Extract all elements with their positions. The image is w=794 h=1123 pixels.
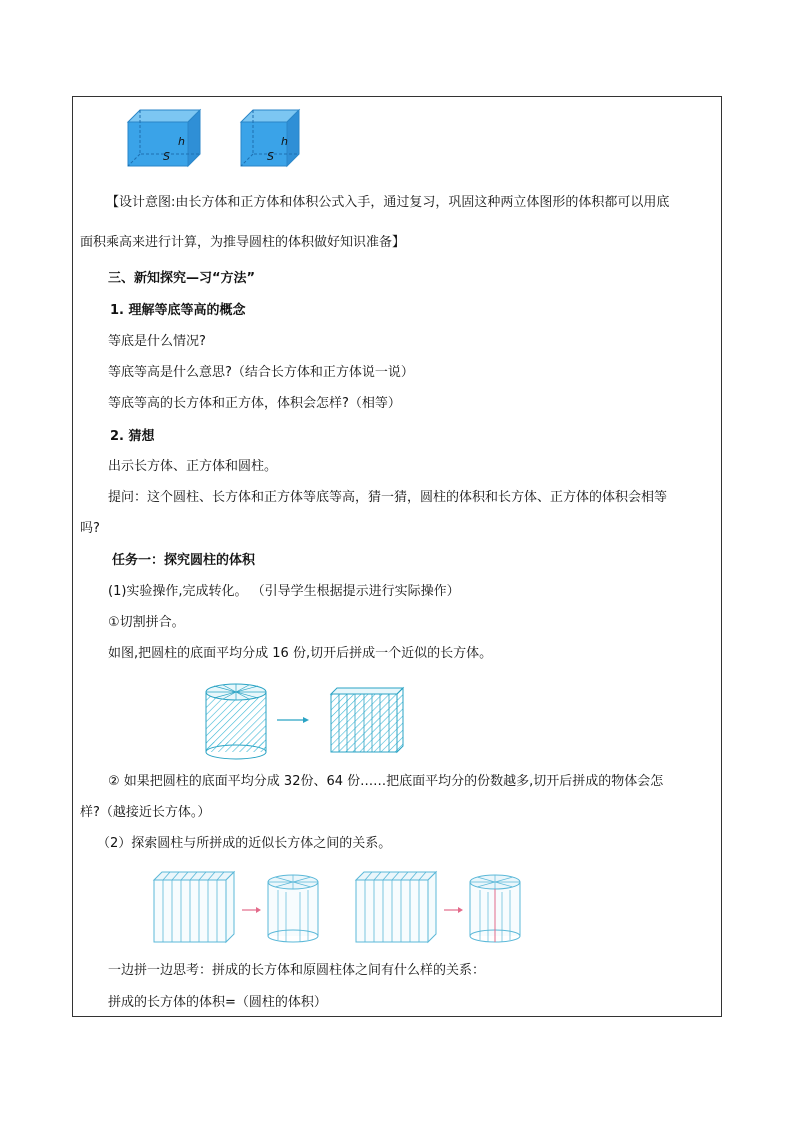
cuboid-cylinder-relation-figure (150, 868, 522, 944)
step-2-line-2: 样?（越接近长方体。） (80, 805, 211, 820)
question-3: 等底等高的长方体和正方体，体积会怎样?（相等） (108, 396, 401, 411)
subsection-1-title: 1. 理解等底等高的概念 (110, 303, 246, 318)
ask-line-2: 吗? (80, 521, 100, 536)
step-3: （2）探索圆柱与所拼成的近似长方体之间的关系。 (97, 836, 392, 851)
subsection-2-title: 2. 猜想 (110, 429, 155, 444)
step-1a: ①切割拼合。 (108, 615, 185, 630)
question-2: 等底等高是什么意思?（结合长方体和正方体说一说） (108, 365, 414, 380)
cuboid-1-label-h: h (178, 135, 185, 148)
cuboid-figure-2 (241, 110, 311, 170)
show-text: 出示长方体、正方体和圆柱。 (108, 459, 278, 474)
cuboid-1-label-s: S (163, 150, 170, 163)
cuboid-2-label-s: S (267, 150, 274, 163)
question-1: 等底是什么情况? (108, 334, 206, 349)
ask-line-1: 提问：这个圆柱、长方体和正方体等底等高，猜一猜，圆柱的体积和长方体、正方体的体积会相等 (108, 490, 668, 505)
step-1b: 如图,把圆柱的底面平均分成 16 份,切开后拼成一个近似的长方体。 (108, 646, 493, 661)
task-1-title: 任务一：探究圆柱的体积 (112, 553, 256, 568)
cylinder-to-cuboid-figure (205, 680, 410, 760)
design-intent-line-1: 【设计意图:由长方体和正方体和体积公式入手，通过复习，巩固这种两立体图形的体积都可以用底 (106, 195, 670, 210)
cuboid-2-label-h: h (281, 135, 288, 148)
think-text: 一边拼一边思考：拼成的长方体和原圆柱体之间有什么样的关系： (108, 963, 486, 978)
section-3-title: 三、新知探究—习“方法” (108, 271, 256, 286)
step-2-line-1: ② 如果把圆柱的底面平均分成 32份、64 份……把底面平均分的份数越多,切开后拼成的物体会怎 (108, 774, 664, 789)
step-1: (1)实验操作,完成转化。 （引导学生根据提示进行实际操作） (108, 584, 460, 599)
design-intent-line-2: 面积乘高来进行计算，为推导圆柱的体积做好知识准备】 (80, 235, 406, 250)
formula-text: 拼成的长方体的体积=（圆柱的体积） (108, 995, 327, 1010)
